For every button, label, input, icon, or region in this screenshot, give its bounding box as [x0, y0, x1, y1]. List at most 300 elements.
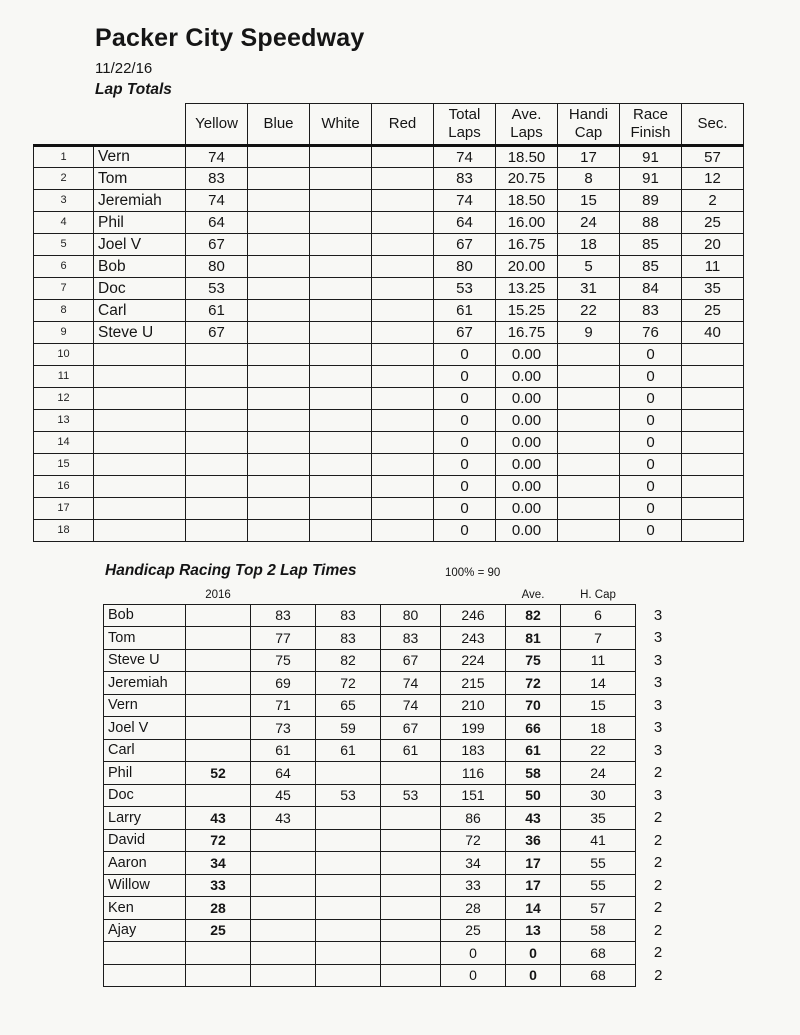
white-laps-cell: [310, 498, 372, 520]
driver-name-cell: Carl: [104, 739, 186, 762]
lap-time-cell-1: 43: [251, 807, 316, 830]
race-finish-cell: 83: [620, 300, 682, 322]
total-laps-cell: 53: [434, 278, 496, 300]
sec-cell: [682, 520, 744, 542]
average-cell: 17: [506, 874, 561, 897]
handicap-cell: 58: [561, 919, 636, 942]
ave-laps-cell: 18.50: [496, 190, 558, 212]
driver-name-cell: Doc: [104, 784, 186, 807]
red-laps-cell: [372, 256, 434, 278]
red-laps-cell: [372, 168, 434, 190]
driver-name-cell: Tom: [104, 627, 186, 650]
sec-cell: 2: [682, 190, 744, 212]
handicap-row: [104, 672, 681, 695]
driver-name-cell: Steve U: [104, 649, 186, 672]
lap-time-cell-1: 83: [251, 604, 316, 627]
blue-laps-cell: [248, 366, 310, 388]
handicap-cell: [558, 498, 620, 520]
lap-time-cell-3: 61: [381, 739, 441, 762]
driver-name-cell: Vern: [94, 146, 186, 168]
average-cell: 36: [506, 829, 561, 852]
white-laps-cell: [310, 344, 372, 366]
race-finish-cell: 76: [620, 322, 682, 344]
lap-totals-row: [34, 366, 744, 388]
row-number-cell: 7: [34, 278, 94, 300]
column-header-red: Red: [372, 104, 434, 146]
handicap-cell: 35: [561, 807, 636, 830]
total-cell: 210: [441, 694, 506, 717]
white-laps-cell: [310, 454, 372, 476]
driver-name-cell: Larry: [104, 807, 186, 830]
sec-cell: 57: [682, 146, 744, 168]
sec-cell: 20: [682, 234, 744, 256]
race-finish-cell: 0: [620, 388, 682, 410]
lap-totals-row: [34, 322, 744, 344]
race-count-cell: 2: [653, 876, 663, 894]
white-laps-cell: [310, 190, 372, 212]
year-2016-cell: 28: [186, 897, 251, 920]
ave-laps-cell: 0.00: [496, 454, 558, 476]
handicap-row: [104, 807, 681, 830]
handicap-cell: 57: [561, 897, 636, 920]
total-cell: 183: [441, 739, 506, 762]
column-header-ave-laps: Ave. Laps: [496, 104, 558, 146]
handicap-header-row: [104, 584, 681, 604]
red-laps-cell: [372, 498, 434, 520]
blue-laps-cell: [248, 520, 310, 542]
ave-laps-cell: 16.75: [496, 322, 558, 344]
blank-header-cell: [34, 104, 94, 146]
driver-name-cell: [94, 366, 186, 388]
driver-name-cell: Aaron: [104, 852, 186, 875]
red-laps-cell: [372, 322, 434, 344]
race-finish-cell: 91: [620, 146, 682, 168]
race-count-cell: 2: [653, 944, 663, 962]
handicap-cell: [558, 366, 620, 388]
race-count-cell: 3: [653, 786, 663, 804]
total-laps-cell: 74: [434, 146, 496, 168]
row-number-cell: 12: [34, 388, 94, 410]
white-laps-cell: [310, 366, 372, 388]
handicap-cell: [558, 454, 620, 476]
red-laps-cell: [372, 344, 434, 366]
year-2016-cell: [186, 964, 251, 987]
yellow-laps-cell: 53: [186, 278, 248, 300]
handicap-cell: 55: [561, 852, 636, 875]
race-count-cell: 3: [653, 719, 663, 737]
race-count-cell: 3: [653, 651, 663, 669]
lap-time-cell-1: [251, 852, 316, 875]
lap-time-cell-2: 59: [316, 717, 381, 740]
row-number-cell: 10: [34, 344, 94, 366]
race-count-cell: 3: [653, 629, 663, 647]
race-count-cell: 2: [653, 854, 663, 872]
ave-laps-cell: 18.50: [496, 146, 558, 168]
race-count-cell: 3: [653, 674, 663, 692]
lap-time-cell-2: 61: [316, 739, 381, 762]
race-count-cell: 2: [653, 809, 663, 827]
blank-header-cell: [316, 584, 381, 604]
year-2016-cell: 34: [186, 852, 251, 875]
driver-name-cell: Carl: [94, 300, 186, 322]
driver-name-cell: [94, 388, 186, 410]
total-cell: 25: [441, 919, 506, 942]
white-laps-cell: [310, 300, 372, 322]
lap-totals-row: [34, 168, 744, 190]
lap-time-cell-1: 75: [251, 649, 316, 672]
average-cell: 0: [506, 942, 561, 965]
red-laps-cell: [372, 432, 434, 454]
lap-time-cell-2: [316, 874, 381, 897]
race-finish-cell: 0: [620, 432, 682, 454]
race-finish-cell: 91: [620, 168, 682, 190]
handicap-cell: 30: [561, 784, 636, 807]
column-header-total-laps: Total Laps: [434, 104, 496, 146]
average-cell: 13: [506, 919, 561, 942]
handicap-cell: 68: [561, 942, 636, 965]
driver-name-cell: Ken: [104, 897, 186, 920]
lap-time-cell-2: 82: [316, 649, 381, 672]
lap-totals-row: [34, 190, 744, 212]
driver-name-cell: Tom: [94, 168, 186, 190]
blue-laps-cell: [248, 322, 310, 344]
lap-time-cell-1: [251, 964, 316, 987]
page-title: Packer City Speedway: [95, 24, 365, 52]
white-laps-cell: [310, 168, 372, 190]
row-number-cell: 13: [34, 410, 94, 432]
driver-name-cell: [94, 476, 186, 498]
red-laps-cell: [372, 278, 434, 300]
sec-cell: [682, 476, 744, 498]
handicap-cell: [558, 476, 620, 498]
total-cell: 28: [441, 897, 506, 920]
red-laps-cell: [372, 190, 434, 212]
lap-time-cell-2: [316, 807, 381, 830]
blue-laps-cell: [248, 190, 310, 212]
handicap-row: [104, 762, 681, 785]
total-cell: 86: [441, 807, 506, 830]
total-laps-cell: 0: [434, 454, 496, 476]
sec-cell: 25: [682, 300, 744, 322]
red-laps-cell: [372, 366, 434, 388]
sec-cell: 12: [682, 168, 744, 190]
handicap-row: [104, 694, 681, 717]
blank-header-cell: [441, 584, 506, 604]
lap-time-cell-2: [316, 919, 381, 942]
lap-totals-row: [34, 454, 744, 476]
lap-time-cell-1: 61: [251, 739, 316, 762]
white-laps-cell: [310, 410, 372, 432]
driver-name-cell: Doc: [94, 278, 186, 300]
total-cell: 0: [441, 964, 506, 987]
driver-name-cell: [94, 344, 186, 366]
hcap-label: H. Cap: [580, 588, 616, 601]
date-label: 11/22/16: [95, 60, 153, 77]
driver-name-cell: Jeremiah: [94, 190, 186, 212]
red-laps-cell: [372, 388, 434, 410]
lap-time-cell-2: [316, 897, 381, 920]
row-number-cell: 16: [34, 476, 94, 498]
ave-laps-cell: 0.00: [496, 476, 558, 498]
handicap-cell: [558, 344, 620, 366]
lap-time-cell-3: [381, 829, 441, 852]
ave-laps-cell: 16.00: [496, 212, 558, 234]
lap-totals-row: [34, 234, 744, 256]
row-number-cell: 18: [34, 520, 94, 542]
row-number-cell: 6: [34, 256, 94, 278]
year-2016-cell: 25: [186, 919, 251, 942]
total-cell: 34: [441, 852, 506, 875]
driver-name-cell: Joel V: [104, 717, 186, 740]
blue-laps-cell: [248, 476, 310, 498]
blank-header-cell: [251, 584, 316, 604]
total-laps-cell: 0: [434, 366, 496, 388]
lap-time-cell-1: 69: [251, 672, 316, 695]
sec-cell: 11: [682, 256, 744, 278]
ave-laps-cell: 0.00: [496, 388, 558, 410]
total-laps-cell: 67: [434, 322, 496, 344]
race-finish-cell: 0: [620, 410, 682, 432]
year-2016-cell: [186, 672, 251, 695]
lap-totals-header-row: [34, 104, 744, 146]
race-finish-cell: 85: [620, 234, 682, 256]
handicap-cell: 7: [561, 627, 636, 650]
lap-time-cell-3: 67: [381, 649, 441, 672]
race-finish-cell: 84: [620, 278, 682, 300]
yellow-laps-cell: [186, 410, 248, 432]
handicap-row: [104, 964, 681, 987]
row-number-cell: 17: [34, 498, 94, 520]
lap-time-cell-1: [251, 874, 316, 897]
handicap-cell: 18: [558, 234, 620, 256]
race-finish-cell: 85: [620, 256, 682, 278]
handicap-cell: [558, 388, 620, 410]
driver-name-cell: [94, 520, 186, 542]
total-laps-cell: 0: [434, 410, 496, 432]
red-laps-cell: [372, 146, 434, 168]
lap-time-cell-2: [316, 762, 381, 785]
ave-laps-cell: 0.00: [496, 344, 558, 366]
race-finish-cell: 88: [620, 212, 682, 234]
yellow-laps-cell: 80: [186, 256, 248, 278]
sec-cell: 25: [682, 212, 744, 234]
handicap-row: [104, 604, 681, 627]
lap-totals-row: [34, 476, 744, 498]
average-cell: 72: [506, 672, 561, 695]
red-laps-cell: [372, 410, 434, 432]
yellow-laps-cell: 61: [186, 300, 248, 322]
row-number-cell: 3: [34, 190, 94, 212]
yellow-laps-cell: 74: [186, 146, 248, 168]
handicap-cell: 22: [558, 300, 620, 322]
average-cell: 17: [506, 852, 561, 875]
average-cell: 82: [506, 604, 561, 627]
year-2016-cell: 72: [186, 829, 251, 852]
handicap-cell: 11: [561, 649, 636, 672]
blue-laps-cell: [248, 212, 310, 234]
driver-name-cell: Jeremiah: [104, 672, 186, 695]
white-laps-cell: [310, 234, 372, 256]
lap-totals-row: [34, 278, 744, 300]
driver-name-cell: Bob: [104, 604, 186, 627]
blank-header-cell: [104, 584, 186, 604]
lap-time-cell-3: 74: [381, 672, 441, 695]
blue-laps-cell: [248, 256, 310, 278]
total-cell: 243: [441, 627, 506, 650]
lap-time-cell-3: [381, 897, 441, 920]
yellow-laps-cell: 64: [186, 212, 248, 234]
handicap-row: [104, 717, 681, 740]
average-cell: 14: [506, 897, 561, 920]
handicap-cell: 8: [558, 168, 620, 190]
yellow-laps-cell: 83: [186, 168, 248, 190]
driver-name-cell: [94, 498, 186, 520]
total-cell: 0: [441, 942, 506, 965]
yellow-laps-cell: [186, 476, 248, 498]
ave-laps-cell: 0.00: [496, 432, 558, 454]
handicap-cell: 17: [558, 146, 620, 168]
race-count-cell: 2: [653, 921, 663, 939]
lap-totals-row: [34, 410, 744, 432]
lap-totals-row: [34, 388, 744, 410]
handicap-row: [104, 942, 681, 965]
white-laps-cell: [310, 278, 372, 300]
white-laps-cell: [310, 520, 372, 542]
year-2016-cell: [186, 942, 251, 965]
handicap-row: [104, 739, 681, 762]
average-cell: 0: [506, 964, 561, 987]
handicap-cell: 22: [561, 739, 636, 762]
race-count-cell: 2: [653, 899, 663, 917]
column-header-handicap: Handi Cap: [558, 104, 620, 146]
lap-time-cell-3: 74: [381, 694, 441, 717]
lap-totals-heading: Lap Totals: [95, 81, 172, 98]
handicap-cell: [558, 410, 620, 432]
blank-header-cell: [94, 104, 186, 146]
lap-totals-row: [34, 498, 744, 520]
sec-cell: [682, 344, 744, 366]
driver-name-cell: Phil: [104, 762, 186, 785]
yellow-laps-cell: [186, 432, 248, 454]
column-header-blue: Blue: [248, 104, 310, 146]
driver-name-cell: Willow: [104, 874, 186, 897]
blue-laps-cell: [248, 146, 310, 168]
yellow-laps-cell: [186, 498, 248, 520]
handicap-cell: 9: [558, 322, 620, 344]
column-header-yellow: Yellow: [186, 104, 248, 146]
total-cell: 72: [441, 829, 506, 852]
total-laps-cell: 64: [434, 212, 496, 234]
lap-time-cell-2: 53: [316, 784, 381, 807]
handicap-cell: 24: [561, 762, 636, 785]
lap-time-cell-2: 83: [316, 627, 381, 650]
lap-time-cell-3: [381, 942, 441, 965]
lap-time-cell-1: [251, 919, 316, 942]
year-2016-cell: 52: [186, 762, 251, 785]
total-laps-cell: 0: [434, 432, 496, 454]
average-cell: 50: [506, 784, 561, 807]
year-2016-cell: [186, 739, 251, 762]
sec-cell: [682, 498, 744, 520]
white-laps-cell: [310, 388, 372, 410]
driver-name-cell: [104, 964, 186, 987]
race-finish-cell: 89: [620, 190, 682, 212]
lap-time-cell-3: 53: [381, 784, 441, 807]
yellow-laps-cell: [186, 344, 248, 366]
red-laps-cell: [372, 300, 434, 322]
blue-laps-cell: [248, 432, 310, 454]
year-2016-cell: [186, 784, 251, 807]
ave-laps-cell: 0.00: [496, 498, 558, 520]
handicap-row: [104, 829, 681, 852]
lap-time-cell-2: 83: [316, 604, 381, 627]
race-count-cell: 2: [653, 831, 663, 849]
red-laps-cell: [372, 476, 434, 498]
year-2016-cell: 43: [186, 807, 251, 830]
driver-name-cell: Joel V: [94, 234, 186, 256]
lap-time-cell-3: 83: [381, 627, 441, 650]
sec-cell: [682, 388, 744, 410]
ave-laps-cell: 20.00: [496, 256, 558, 278]
yellow-laps-cell: 67: [186, 234, 248, 256]
handicap-table: [103, 584, 681, 987]
race-finish-cell: 0: [620, 454, 682, 476]
race-count-cell: 3: [653, 741, 663, 759]
white-laps-cell: [310, 256, 372, 278]
handicap-cell: 18: [561, 717, 636, 740]
ave-laps-cell: 20.75: [496, 168, 558, 190]
handicap-row: [104, 874, 681, 897]
sec-cell: 35: [682, 278, 744, 300]
lap-time-cell-1: 64: [251, 762, 316, 785]
handicap-cell: 68: [561, 964, 636, 987]
driver-name-cell: [94, 432, 186, 454]
total-laps-cell: 83: [434, 168, 496, 190]
lap-time-cell-1: [251, 942, 316, 965]
lap-time-cell-3: [381, 762, 441, 785]
blue-laps-cell: [248, 234, 310, 256]
lap-time-cell-1: [251, 829, 316, 852]
row-number-cell: 9: [34, 322, 94, 344]
driver-name-cell: Bob: [94, 256, 186, 278]
lap-totals-row: [34, 520, 744, 542]
average-cell: 75: [506, 649, 561, 672]
lap-time-cell-2: [316, 942, 381, 965]
row-number-cell: 2: [34, 168, 94, 190]
handicap-row: [104, 784, 681, 807]
handicap-cell: 5: [558, 256, 620, 278]
handicap-cell: 15: [561, 694, 636, 717]
white-laps-cell: [310, 476, 372, 498]
lap-time-cell-1: [251, 897, 316, 920]
blue-laps-cell: [248, 410, 310, 432]
lap-time-cell-2: 72: [316, 672, 381, 695]
lap-time-cell-2: [316, 852, 381, 875]
white-laps-cell: [310, 212, 372, 234]
race-finish-cell: 0: [620, 366, 682, 388]
handicap-cell: [558, 432, 620, 454]
driver-name-cell: [94, 410, 186, 432]
year-2016-cell: [186, 717, 251, 740]
yellow-laps-cell: [186, 454, 248, 476]
lap-totals-row: [34, 300, 744, 322]
lap-time-cell-3: [381, 852, 441, 875]
year-2016-cell: [186, 627, 251, 650]
red-laps-cell: [372, 212, 434, 234]
average-cell: 66: [506, 717, 561, 740]
total-laps-cell: 0: [434, 388, 496, 410]
row-number-cell: 15: [34, 454, 94, 476]
